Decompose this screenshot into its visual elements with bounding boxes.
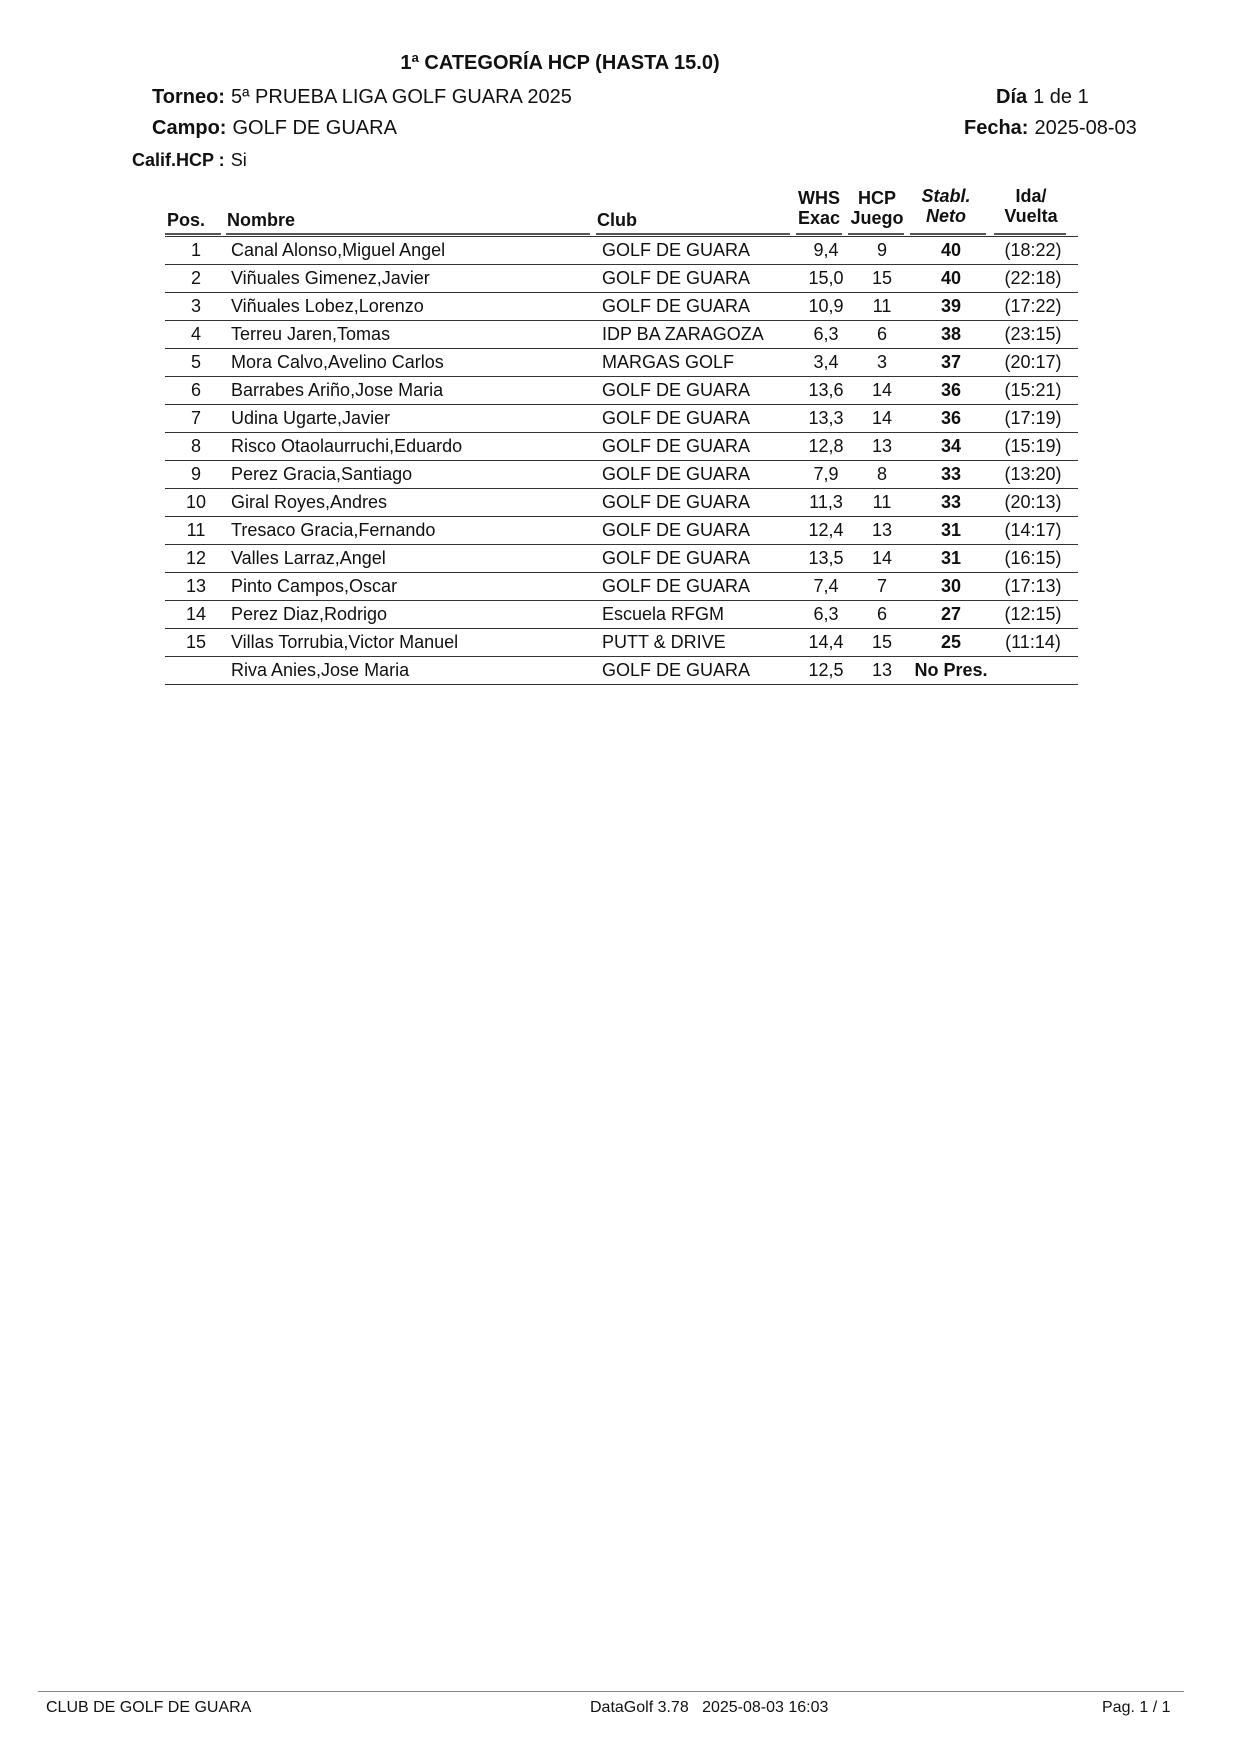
cell-hcp-juego: 14 [850, 405, 914, 433]
cell-name: Tresaco Gracia,Fernando [227, 517, 602, 545]
cell-pos: 6 [165, 377, 227, 405]
cell-stabl-neto: 36 [914, 405, 988, 433]
table-row [165, 489, 1078, 517]
cell-pos: 10 [165, 489, 227, 517]
col-header-ida-line1: Ida/ [1015, 186, 1047, 206]
header-underline [848, 233, 904, 235]
col-header-stab-line1: Stabl. [921, 186, 971, 206]
cell-whs-exac: 14,4 [802, 629, 850, 657]
cell-whs-exac: 3,4 [802, 349, 850, 377]
cell-ida-vuelta: (15:19) [988, 433, 1078, 461]
table-row [165, 433, 1078, 461]
results-table [165, 236, 1078, 685]
cell-name: Barrabes Ariño,Jose Maria [227, 377, 602, 405]
header-underline [165, 233, 221, 235]
cell-pos: 3 [165, 293, 227, 321]
cell-club: GOLF DE GUARA [602, 461, 802, 489]
cell-whs-exac: 12,8 [802, 433, 850, 461]
cell-whs-exac: 9,4 [802, 237, 850, 265]
cell-club: IDP BA ZARAGOZA [602, 321, 802, 349]
cell-hcp-juego: 11 [850, 293, 914, 321]
cell-pos [165, 657, 227, 685]
cell-hcp-juego: 13 [850, 433, 914, 461]
cell-whs-exac: 12,4 [802, 517, 850, 545]
calif-line [132, 150, 247, 171]
cell-pos: 5 [165, 349, 227, 377]
cell-stabl-neto: 38 [914, 321, 988, 349]
cell-stabl-neto: 36 [914, 377, 988, 405]
cell-whs-exac: 10,9 [802, 293, 850, 321]
campo-label: Campo: [152, 117, 227, 139]
dia-value: 1 de 1 [1033, 86, 1089, 108]
table-row [165, 293, 1078, 321]
cell-hcp-juego: 14 [850, 377, 914, 405]
cell-club: PUTT & DRIVE [602, 629, 802, 657]
cell-stabl-neto: 25 [914, 629, 988, 657]
cell-pos: 2 [165, 265, 227, 293]
col-header-whs [796, 188, 842, 228]
cell-ida-vuelta: (23:15) [988, 321, 1078, 349]
cell-club: GOLF DE GUARA [602, 405, 802, 433]
cell-ida-vuelta: (17:19) [988, 405, 1078, 433]
col-header-hcp [848, 188, 906, 228]
cell-club: GOLF DE GUARA [602, 517, 802, 545]
cell-hcp-juego: 11 [850, 489, 914, 517]
cell-hcp-juego: 9 [850, 237, 914, 265]
cell-club: GOLF DE GUARA [602, 265, 802, 293]
cell-name: Giral Royes,Andres [227, 489, 602, 517]
cell-whs-exac: 13,3 [802, 405, 850, 433]
cell-name: Viñuales Gimenez,Javier [227, 265, 602, 293]
cell-name: Perez Diaz,Rodrigo [227, 601, 602, 629]
cell-club: Escuela RFGM [602, 601, 802, 629]
cell-pos: 11 [165, 517, 227, 545]
cell-ida-vuelta: (15:21) [988, 377, 1078, 405]
table-row [165, 265, 1078, 293]
cell-name: Terreu Jaren,Tomas [227, 321, 602, 349]
cell-stabl-neto: 33 [914, 489, 988, 517]
campo-line [152, 117, 397, 140]
cell-pos: 9 [165, 461, 227, 489]
cell-name: Udina Ugarte,Javier [227, 405, 602, 433]
footer-divider [38, 1691, 1184, 1692]
table-row [165, 545, 1078, 573]
header-underline [596, 233, 790, 235]
cell-ida-vuelta: (14:17) [988, 517, 1078, 545]
cell-stabl-neto: 34 [914, 433, 988, 461]
table-row [165, 461, 1078, 489]
cell-ida-vuelta: (20:13) [988, 489, 1078, 517]
dia-line [996, 86, 1089, 109]
torneo-line [152, 86, 572, 109]
cell-whs-exac: 13,6 [802, 377, 850, 405]
cell-hcp-juego: 13 [850, 517, 914, 545]
table-row [165, 657, 1078, 685]
cell-ida-vuelta: (18:22) [988, 237, 1078, 265]
cell-stabl-neto: 33 [914, 461, 988, 489]
cell-club: GOLF DE GUARA [602, 237, 802, 265]
col-header-whs-line2: Exac [797, 208, 841, 228]
cell-pos: 4 [165, 321, 227, 349]
cell-hcp-juego: 15 [850, 265, 914, 293]
cell-club: GOLF DE GUARA [602, 573, 802, 601]
calif-label: Calif.HCP : [132, 150, 225, 170]
cell-pos: 15 [165, 629, 227, 657]
cell-pos: 13 [165, 573, 227, 601]
cell-pos: 8 [165, 433, 227, 461]
cell-club: GOLF DE GUARA [602, 545, 802, 573]
fecha-line [964, 117, 1137, 140]
cell-name: Canal Alonso,Miguel Angel [227, 237, 602, 265]
cell-ida-vuelta: (13:20) [988, 461, 1078, 489]
cell-hcp-juego: 14 [850, 545, 914, 573]
cell-whs-exac: 13,5 [802, 545, 850, 573]
table-row [165, 601, 1078, 629]
cell-whs-exac: 12,5 [802, 657, 850, 685]
cell-name: Pinto Campos,Oscar [227, 573, 602, 601]
table-row [165, 629, 1078, 657]
cell-hcp-juego: 6 [850, 321, 914, 349]
cell-hcp-juego: 7 [850, 573, 914, 601]
cell-stabl-neto: 31 [914, 545, 988, 573]
cell-hcp-juego: 3 [850, 349, 914, 377]
fecha-value: 2025-08-03 [1034, 117, 1137, 139]
col-header-club: Club [597, 210, 637, 230]
cell-ida-vuelta [988, 657, 1078, 685]
header-underline [994, 233, 1066, 235]
cell-name: Risco Otaolaurruchi,Eduardo [227, 433, 602, 461]
page-title: 1ª CATEGORÍA HCP (HASTA 15.0) [400, 52, 720, 74]
cell-name: Riva Anies,Jose Maria [227, 657, 602, 685]
cell-hcp-juego: 13 [850, 657, 914, 685]
table-row [165, 405, 1078, 433]
cell-stabl-neto: 37 [914, 349, 988, 377]
cell-name: Viñuales Lobez,Lorenzo [227, 293, 602, 321]
cell-club: GOLF DE GUARA [602, 657, 802, 685]
cell-whs-exac: 6,3 [802, 601, 850, 629]
torneo-value: 5ª PRUEBA LIGA GOLF GUARA 2025 [230, 86, 572, 108]
cell-club: GOLF DE GUARA [602, 377, 802, 405]
footer-club: CLUB DE GOLF DE GUARA [46, 1699, 252, 1716]
footer-timestamp: 2025-08-03 16:03 [702, 1699, 829, 1716]
cell-hcp-juego: 6 [850, 601, 914, 629]
cell-stabl-neto: 39 [914, 293, 988, 321]
cell-pos: 7 [165, 405, 227, 433]
header-underline [910, 233, 986, 235]
cell-hcp-juego: 8 [850, 461, 914, 489]
cell-ida-vuelta: (17:22) [988, 293, 1078, 321]
cell-name: Perez Gracia,Santiago [227, 461, 602, 489]
cell-pos: 14 [165, 601, 227, 629]
cell-pos: 12 [165, 545, 227, 573]
col-header-ida-line2: Vuelta [1004, 206, 1058, 226]
col-header-stab [912, 186, 980, 226]
cell-whs-exac: 6,3 [802, 321, 850, 349]
cell-stabl-neto: 40 [914, 265, 988, 293]
cell-name: Mora Calvo,Avelino Carlos [227, 349, 602, 377]
footer-page: Pag. 1 / 1 [1102, 1699, 1171, 1716]
cell-whs-exac: 7,4 [802, 573, 850, 601]
header-underline [796, 233, 842, 235]
cell-club: GOLF DE GUARA [602, 433, 802, 461]
cell-stabl-neto: 27 [914, 601, 988, 629]
dia-label: Día [996, 86, 1028, 108]
cell-hcp-juego: 15 [850, 629, 914, 657]
results-body [165, 237, 1078, 685]
table-row [165, 377, 1078, 405]
cell-club: GOLF DE GUARA [602, 489, 802, 517]
cell-ida-vuelta: (20:17) [988, 349, 1078, 377]
cell-whs-exac: 11,3 [802, 489, 850, 517]
table-row [165, 349, 1078, 377]
cell-stabl-neto: 40 [914, 237, 988, 265]
col-header-nombre: Nombre [227, 210, 296, 230]
col-header-pos: Pos. [167, 210, 206, 230]
cell-ida-vuelta: (17:13) [988, 573, 1078, 601]
table-row [165, 517, 1078, 545]
footer-software-name: DataGolf 3.78 [590, 1699, 689, 1716]
cell-ida-vuelta: (22:18) [988, 265, 1078, 293]
header-underline [226, 233, 590, 235]
campo-value: GOLF DE GUARA [232, 117, 397, 139]
cell-stabl-neto: 30 [914, 573, 988, 601]
col-header-hcp-line2: Juego [850, 208, 904, 228]
col-header-stab-line2: Neto [926, 206, 966, 226]
cell-name: Valles Larraz,Angel [227, 545, 602, 573]
table-row [165, 321, 1078, 349]
cell-pos: 1 [165, 237, 227, 265]
torneo-label: Torneo: [152, 86, 225, 108]
fecha-label: Fecha: [964, 117, 1029, 139]
col-header-whs-line1: WHS [798, 188, 840, 208]
footer-software [590, 1699, 828, 1717]
calif-value: Si [230, 150, 247, 170]
col-header-ida [994, 186, 1068, 226]
cell-ida-vuelta: (16:15) [988, 545, 1078, 573]
cell-ida-vuelta: (11:14) [988, 629, 1078, 657]
col-header-hcp-line1: HCP [857, 188, 896, 208]
table-row [165, 237, 1078, 265]
cell-club: MARGAS GOLF [602, 349, 802, 377]
cell-whs-exac: 15,0 [802, 265, 850, 293]
cell-ida-vuelta: (12:15) [988, 601, 1078, 629]
cell-stabl-neto: 31 [914, 517, 988, 545]
cell-club: GOLF DE GUARA [602, 293, 802, 321]
cell-whs-exac: 7,9 [802, 461, 850, 489]
cell-name: Villas Torrubia,Victor Manuel [227, 629, 602, 657]
cell-stabl-neto: No Pres. [914, 657, 988, 685]
table-row [165, 573, 1078, 601]
